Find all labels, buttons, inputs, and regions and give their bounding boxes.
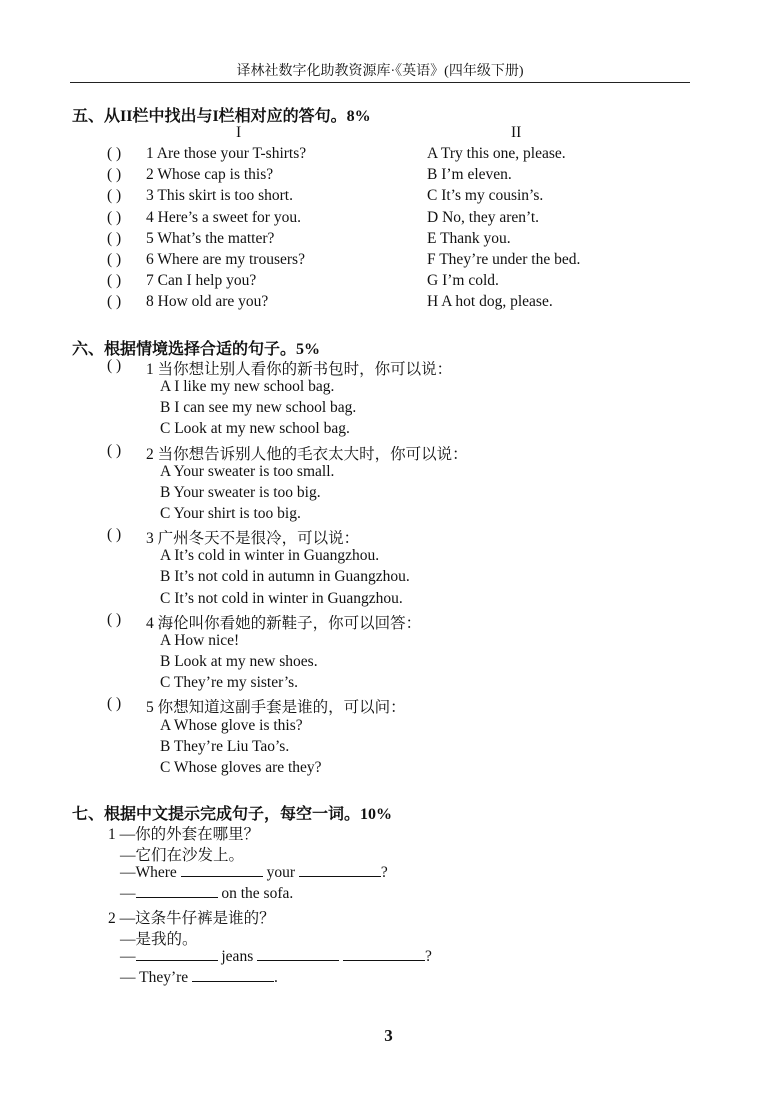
q2-blank-1[interactable] — [136, 959, 218, 961]
answer-option: F They’re under the bed. — [427, 251, 581, 268]
q2-blank-2[interactable] — [257, 959, 339, 961]
q2-chinese-answer: —是我的。 — [120, 931, 198, 948]
q1-blank-3[interactable] — [136, 896, 218, 898]
header-divider — [70, 82, 690, 83]
choice-answer-blank[interactable]: ( ) — [107, 526, 122, 543]
answer-blank[interactable]: ( ) — [107, 251, 122, 268]
q2-text-jeans: jeans — [221, 948, 254, 965]
choice-option: B Your sweater is too big. — [160, 484, 321, 501]
answer-blank[interactable]: ( ) — [107, 293, 122, 310]
situation-stem: 4 海伦叫你看她的新鞋子，你可以回答： — [146, 615, 422, 632]
choice-option: A Whose glove is this? — [160, 717, 303, 734]
answer-option: D No, they aren’t. — [427, 209, 540, 226]
question-item: 1 Are those your T-shirts? — [146, 145, 307, 162]
section-7-title: 七、根据中文提示完成句子，每空一词。10% — [72, 806, 393, 823]
situation-stem: 2 当你想告诉别人他的毛衣太大时，你可以说： — [146, 446, 468, 463]
question-item: 2 Whose cap is this? — [146, 166, 274, 183]
situation-stem: 5 你想知道这副手套是谁的，可以问： — [146, 699, 406, 716]
choice-option: B I can see my new school bag. — [160, 399, 357, 416]
q2-text-theyre: — They’re — [120, 969, 189, 986]
answer-blank[interactable]: ( ) — [107, 166, 122, 183]
choice-option: B It’s not cold in autumn in Guangzhou. — [160, 568, 410, 585]
page-header: 译林社数字化助教资源库·《英语》(四年级下册) — [236, 64, 524, 79]
question-item: 8 How old are you? — [146, 293, 269, 310]
question-item: 6 Where are my trousers? — [146, 251, 305, 268]
column-2-header: II — [511, 124, 522, 141]
q2-blank-4[interactable] — [192, 980, 274, 982]
question-item: 5 What’s the matter? — [146, 230, 275, 247]
page-number: 3 — [384, 1026, 393, 1045]
answer-option: B I’m eleven. — [427, 166, 512, 183]
choice-answer-blank[interactable]: ( ) — [107, 695, 122, 712]
answer-blank[interactable]: ( ) — [107, 230, 122, 247]
q1-text-on-sofa: on the sofa. — [221, 885, 294, 902]
q1-text-where: —Where — [120, 864, 177, 881]
q1-text-your: your — [266, 864, 295, 881]
q2-english-question — [120, 948, 432, 966]
choice-option: C Look at my new school bag. — [160, 420, 350, 437]
q1-blank-1[interactable] — [181, 875, 263, 877]
choice-option: A How nice! — [160, 632, 240, 649]
q1-english-answer — [120, 885, 293, 903]
answer-blank[interactable]: ( ) — [107, 187, 122, 204]
q1-blank-2[interactable] — [299, 875, 381, 877]
question-item: 4 Here’s a sweet for you. — [146, 209, 301, 226]
choice-option: C Whose gloves are they? — [160, 759, 322, 776]
choice-option: A Your sweater is too small. — [160, 463, 335, 480]
answer-option: E Thank you. — [427, 230, 511, 247]
q2-chinese-question: 2 —这条牛仔裤是谁的？ — [108, 910, 275, 927]
q2-period: . — [274, 969, 278, 986]
section-5-title: 五、从II栏中找出与I栏相对应的答句。8% — [72, 108, 371, 125]
choice-option: C It’s not cold in winter in Guangzhou. — [160, 590, 403, 607]
answer-option: G I’m cold. — [427, 272, 499, 289]
choice-option: A I like my new school bag. — [160, 378, 335, 395]
q1-english-question — [120, 864, 388, 882]
q1-chinese-question: 1 —你的外套在哪里？ — [108, 826, 260, 843]
q2-english-answer — [120, 969, 278, 987]
choice-option: C Your shirt is too big. — [160, 505, 301, 522]
choice-answer-blank[interactable]: ( ) — [107, 357, 122, 374]
answer-blank[interactable]: ( ) — [107, 272, 122, 289]
section-6-title: 六、根据情境选择合适的句子。5% — [72, 341, 321, 358]
q1-dash: — — [120, 885, 136, 902]
q2-question-mark: ? — [424, 948, 432, 965]
situation-stem: 3 广州冬天不是很冷，可以说： — [146, 530, 360, 547]
question-item: 7 Can I help you? — [146, 272, 257, 289]
column-1-header: I — [236, 124, 242, 141]
answer-blank[interactable]: ( ) — [107, 209, 122, 226]
q1-question-mark: ? — [380, 864, 388, 881]
answer-option: C It’s my cousin’s. — [427, 187, 544, 204]
situation-stem: 1 当你想让别人看你的新书包时，你可以说： — [146, 361, 453, 378]
q1-chinese-answer: —它们在沙发上。 — [120, 847, 245, 864]
choice-option: C They’re my sister’s. — [160, 674, 299, 691]
answer-blank[interactable]: ( ) — [107, 145, 122, 162]
choice-answer-blank[interactable]: ( ) — [107, 611, 122, 628]
answer-option: H A hot dog, please. — [427, 293, 553, 310]
q2-blank-3[interactable] — [343, 959, 425, 961]
answer-option: A Try this one, please. — [427, 145, 566, 162]
question-item: 3 This skirt is too short. — [146, 187, 293, 204]
choice-option: B Look at my new shoes. — [160, 653, 318, 670]
choice-option: A It’s cold in winter in Guangzhou. — [160, 547, 380, 564]
choice-option: B They’re Liu Tao’s. — [160, 738, 290, 755]
choice-answer-blank[interactable]: ( ) — [107, 442, 122, 459]
q2-dash: — — [120, 948, 136, 965]
